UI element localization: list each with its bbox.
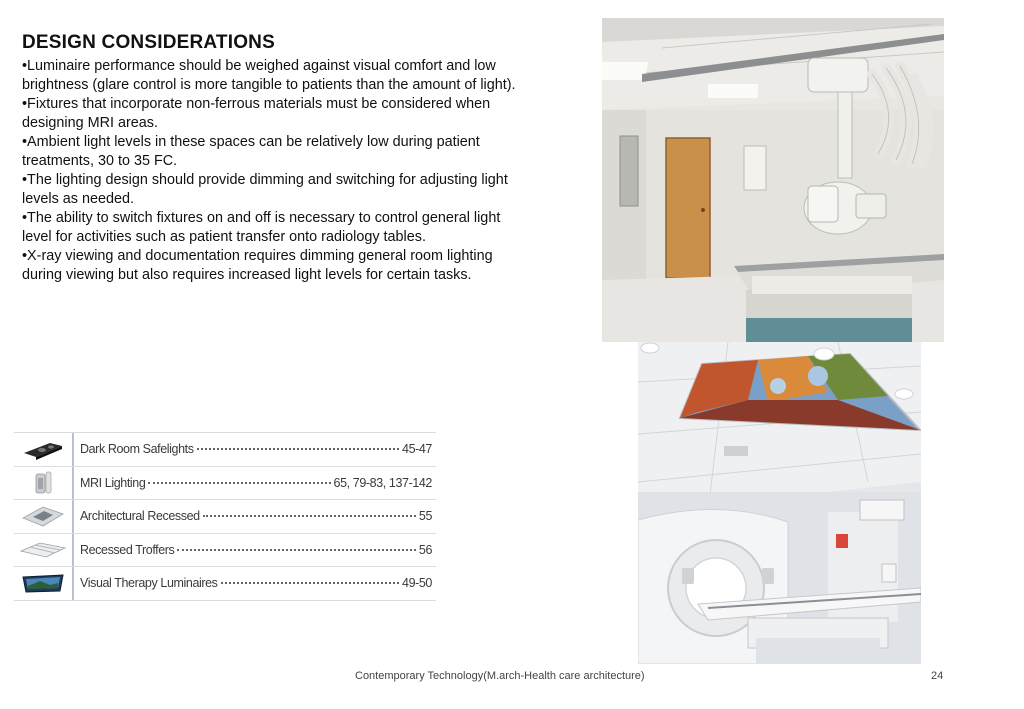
catalog-item-name: MRI Lighting: [80, 475, 146, 490]
bullet-item: • X-ray viewing and documentation requires dimming general room lighting during viewing but also requires increased light levels for certain tasks.: [22, 247, 532, 285]
bullet-item: • Fixtures that incorporate non-ferrous materials must be considered when designing MRI areas.: [22, 95, 532, 133]
design-considerations-list: [22, 57, 532, 285]
page-number: 24: [931, 670, 944, 682]
troffer-fixture-icon: [14, 534, 74, 567]
catalog-row: [14, 500, 436, 534]
xray-room-photo: [602, 18, 944, 342]
catalog-item-pages: 55: [418, 509, 432, 524]
catalog-item-name: Dark Room Safelights: [80, 442, 194, 457]
bullet-item: • The lighting design should provide dimming and switching for adjusting light levels as needed.: [22, 171, 532, 209]
catalog-item-name: Visual Therapy Luminaires: [80, 576, 218, 591]
catalog-row: [14, 432, 436, 467]
safelight-fixture-icon: [14, 433, 74, 466]
catalog-item-name: Architectural Recessed: [80, 509, 200, 524]
footer-text: Contemporary Technology(M.arch-Health care architecture): [355, 670, 645, 682]
catalog-item-name: Recessed Troffers: [80, 542, 175, 557]
bullet-item: • Luminaire performance should be weighed against visual comfort and low brightness (glare control is more tangible to patients than the amount of light).: [22, 57, 532, 95]
catalog-item-pages: 49-50: [402, 576, 432, 591]
bullet-item: • Ambient light levels in these spaces can be relatively low during patient treatments, 30 to 35 FC.: [22, 133, 532, 171]
visual-therapy-fixture-icon: [14, 567, 74, 600]
mri-room-photo: [638, 342, 921, 664]
catalog-item-pages: 56: [418, 542, 432, 557]
catalog-item-pages: 65, 79-83, 137-142: [333, 475, 432, 490]
catalog-item-pages: 45-47: [402, 442, 432, 457]
catalog-row: [14, 467, 436, 501]
mri-fixture-icon: [14, 467, 74, 500]
recessed-fixture-icon: [14, 500, 74, 533]
product-catalog-index: [14, 432, 436, 601]
catalog-row: [14, 567, 436, 601]
bullet-item: • The ability to switch fixtures on and off is necessary to control general light level for activities such as patient transfer onto radiology tables.: [22, 209, 532, 247]
page-title: DESIGN CONSIDERATIONS: [22, 32, 275, 53]
catalog-row: [14, 534, 436, 568]
